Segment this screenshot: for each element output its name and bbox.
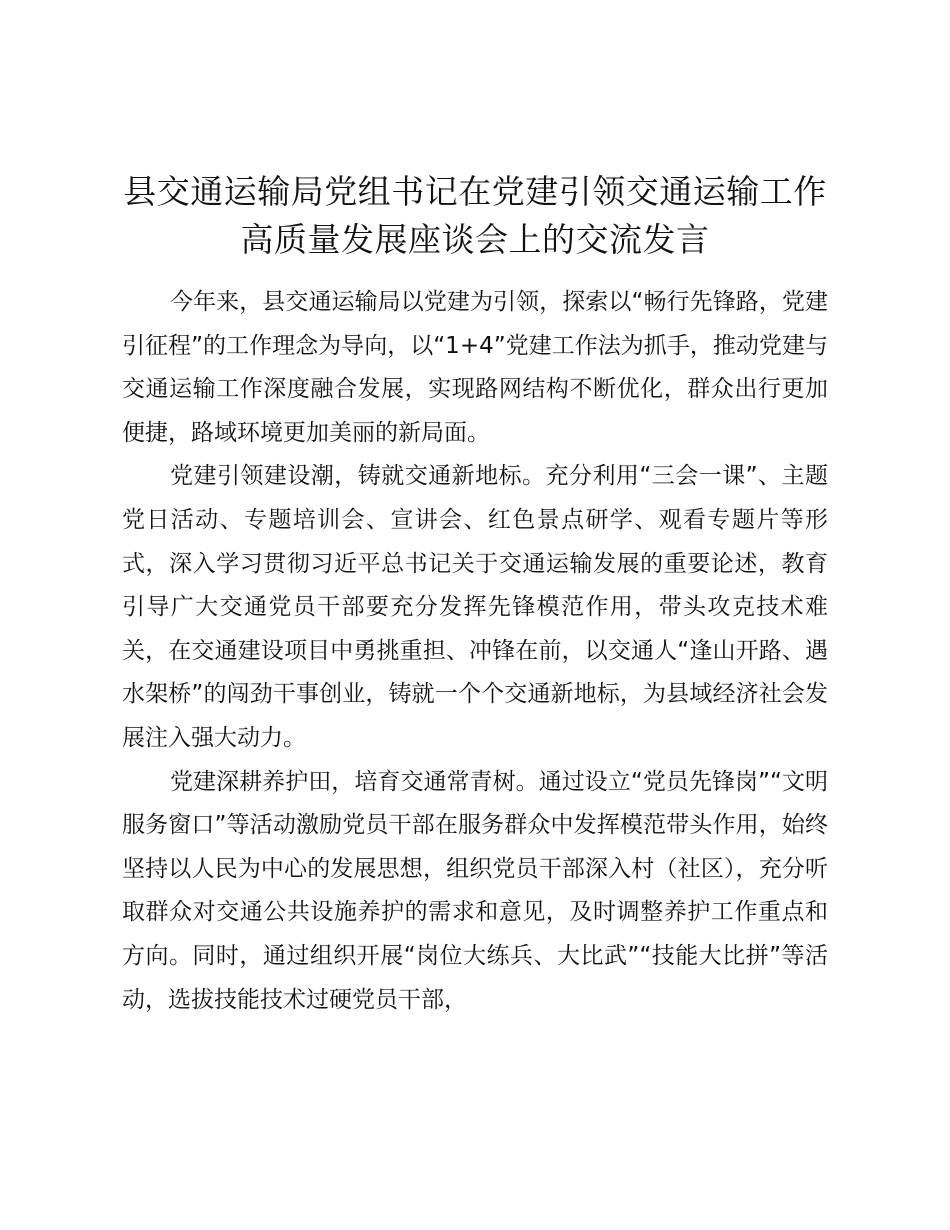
document-body — [122, 281, 828, 1022]
paragraph-intro: 今年来，县交通运输局以党建为引领，探索以“畅行先锋路，党建引征程”的工作理念为导向，以“1+4”党建工作法为抓手，推动党建与交通运输工作深度融合发展，实现路网结构不断优化，群众出行更加便捷，路域环境更加美丽的新局面。 — [122, 289, 828, 446]
document-title: 县交通运输局党组书记在党建引领交通运输工作高质量发展座谈会上的交流发言 — [123, 172, 827, 259]
paragraph-construction: 党建引领建设潮，铸就交通新地标。充分利用“三会一课”、主题党日活动、专题培训会、宣讲会、红色景点研学、观看专题片等形式，深入学习贯彻习近平总书记关于交通运输发展的重要论述，教育引导广大交通党员干部要充分发挥先锋模范作用，带头攻克技术难关，在交通建设项目中勇挑重担、冲锋在前，以交通人“逢山开路、遇水架桥”的闯劲干事创业，铸就一个个交通新地标，为县域经济社会发展注入强大动力。 — [122, 463, 828, 751]
paragraph-maintenance: 党建深耕养护田，培育交通常青树。通过设立“党员先锋岗”“文明服务窗口”等活动激励党员干部在服务群众中发挥模范带头作用，始终坚持以人民为中心的发展思想，组织党员干部深入村（社区），充分听取群众对交通公共设施养护的需求和意见，及时调整养护工作重点和方向。同时，通过组织开展“岗位大练兵、大比武”“技能大比拼”等活动，选拔技能技术过硬党员干部， — [122, 768, 828, 1013]
